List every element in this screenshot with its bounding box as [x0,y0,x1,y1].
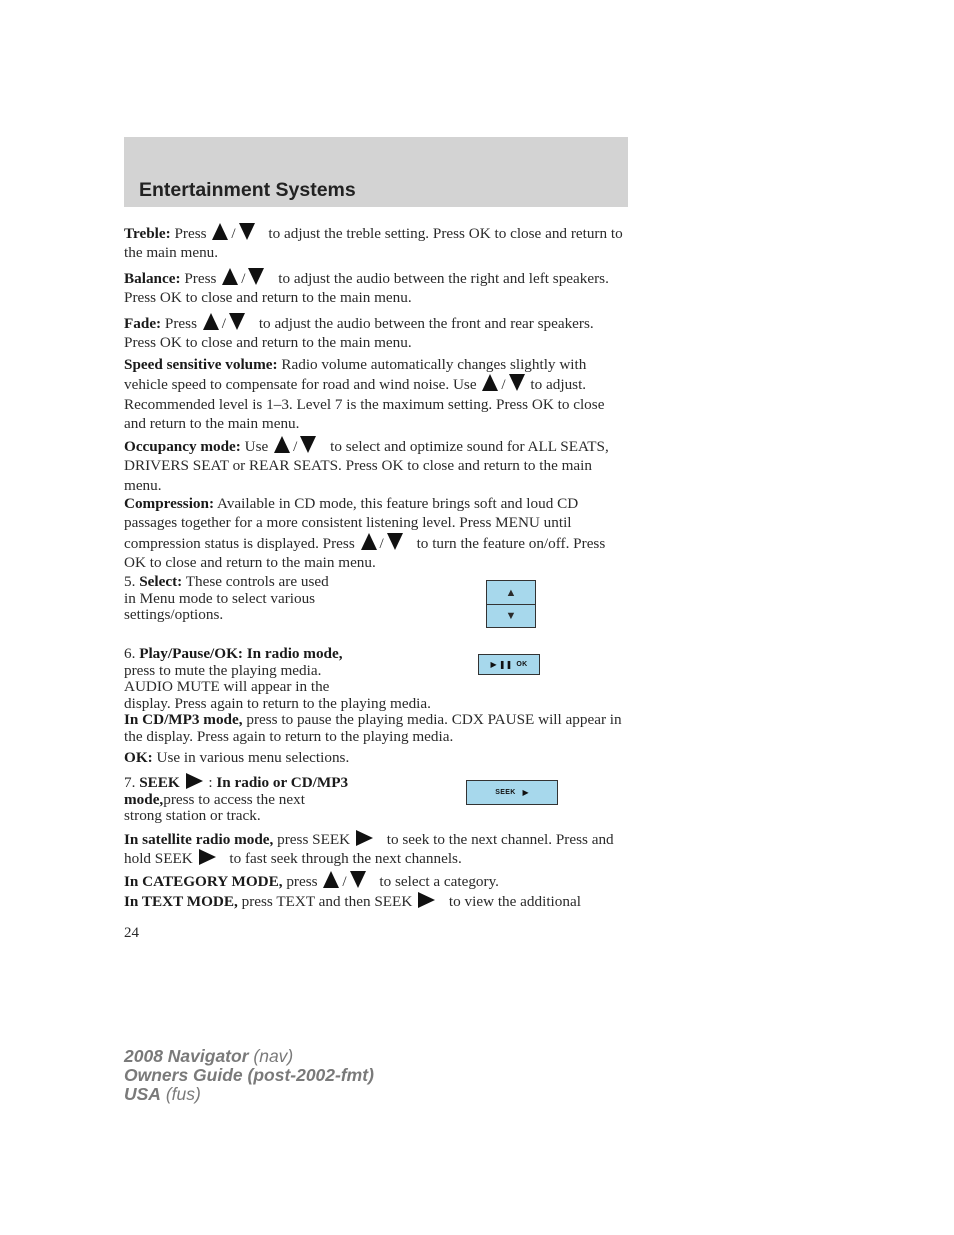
treble-label: Treble: [124,225,171,242]
speed-volume-paragraph: Speed sensitive volume: Radio volume automatically changes slightly with vehicle speed to compensate for road and wind noise. Use / to adjust. Recommended level is 1–3. Level 7 is the maximum setting. Press OK to close and return to the main menu. [124,356,605,432]
footer-line-1 [124,1047,293,1066]
ok-paragraph [124,748,629,767]
up-arrow-icon [203,313,219,330]
treble-paragraph: Treble: Press / to adjust the treble setting. Press OK to close and return to the main menu. [124,225,623,262]
section-header [124,137,628,207]
select-text-1: These controls are used [185,573,329,590]
ok-label: OK: [124,749,153,766]
occupancy-label: Occupancy mode: [124,438,241,455]
up-arrow-icon [274,436,290,453]
satellite-paragraph [124,830,629,869]
satellite-pre: press SEEK [277,831,351,848]
satellite-post: to fast seek through the next channels. [229,850,462,868]
satellite-label: In satellite radio mode, [124,831,274,848]
seek-button-label: SEEK [495,789,516,796]
up-arrow-icon [212,223,228,240]
up-arrow-icon: ▲ [505,586,517,599]
select-button-group [486,580,536,628]
select-text-3: settings/options. [124,606,224,623]
play-pause-ok-button[interactable] [478,654,540,675]
down-arrow-icon [239,223,255,240]
page-number: 24 [124,925,139,941]
select-label: Select: [139,573,183,590]
occupancy-paragraph: Occupancy mode: Use / to select and optimize sound for ALL SEATS, DRIVERS SEAT or REAR SEATS. Press OK to close and return to the main menu. [124,438,609,494]
speed-post: to adjust. Recommended level is 1–3. Level 7 is the maximum setting. Press OK to close and return to the main menu. [124,376,605,432]
treble-post: to adjust the treble setting. Press OK to close and return to the main menu. [124,225,623,262]
up-arrow-icon [482,374,498,391]
footer-region: USA [124,1084,161,1104]
play-text-3: display. Press again to return to the playing media. [124,694,431,712]
down-arrow-icon: ▼ [505,609,517,622]
category-post: to select a category. [379,873,499,890]
fade-pre: Press [164,315,197,332]
balance-pre: Press [184,270,217,287]
play-pause-label: Play/Pause/OK: In radio mode, [139,645,343,662]
compression-paragraph: Compression: Available in CD mode, this feature brings soft and loud CD passages together for a more consistent listening level. Press MENU until compression status is displayed. Press / to turn the feature on/off. Press OK to close and return to the main menu. [124,495,606,571]
right-arrow-icon [199,849,216,865]
compression-pre: Available in CD mode, this feature brings soft and loud CD passages together for a more consistent listening level. Press MENU until compression status is displayed. Press [124,495,579,552]
down-arrow-icon [248,268,264,285]
right-arrow-icon [186,773,203,789]
speed-pre: Radio volume automatically changes slightly with vehicle speed to compensate for road and wind noise. Use [124,356,587,394]
section-title: Entertainment Systems [139,179,356,201]
select-down-button[interactable] [487,604,535,627]
play-text-2: AUDIO MUTE will appear in the [124,678,330,695]
footer-line-3 [124,1085,201,1104]
seek-label: SEEK [139,774,180,791]
balance-label: Balance: [124,270,181,287]
down-arrow-icon [350,871,366,888]
up-arrow-icon [361,533,377,550]
play-text-1: press to mute the playing media. [124,661,322,679]
compression-label: Compression: [124,495,215,512]
select-text-2: in Menu mode to select various [124,589,316,607]
text-mode-paragraph [124,892,639,911]
item-number: 5. [124,573,136,590]
item-number: 7. [124,774,136,791]
compression-post: to turn the feature on/off. Press OK to close and return to the main menu. [124,534,606,571]
footer-line-2 [124,1066,374,1085]
seek-text-2: strong station or track. [124,807,261,824]
seek-mode-label: In radio or CD/MP3 [216,774,349,791]
item-7-seek [124,773,394,825]
balance-paragraph: Balance: Press / to adjust the audio between the right and left speakers. Press OK to close and return to the main menu. [124,270,609,307]
item-number: 6. [124,645,136,662]
select-up-button[interactable] [487,581,535,605]
fade-paragraph: Fade: Press / to adjust the audio between the front and rear speakers. Press OK to close and return to the main menu. [124,315,594,352]
colon: : [208,774,213,791]
category-paragraph: In CATEGORY MODE, press / to select a category. [124,873,499,890]
right-arrow-icon [418,892,435,908]
fade-post: to adjust the audio between the front and rear speakers. Press OK to close and return to the main menu. [124,315,594,352]
item-6-play-pause [124,646,629,745]
category-pre: press [286,873,318,890]
down-arrow-icon [509,374,525,391]
item-5-select [124,574,384,624]
up-arrow-icon [323,871,339,888]
balance-post: to adjust the audio between the right and left speakers. Press OK to close and return to the main menu. [124,270,609,307]
cd-mode-text: press to pause the playing media. CDX PAUSE will appear in the display. Press again to return to the playing media. [124,711,622,745]
occupancy-post: to select and optimize sound for ALL SEATS, DRIVERS SEAT or REAR SEATS. Press OK to close and return to the main menu. [124,438,609,494]
satellite-mid: to seek to the next channel. Press and hold SEEK [124,831,614,868]
ok-label: OK [516,661,528,668]
cd-mode-label: In CD/MP3 mode, [124,711,243,728]
down-arrow-icon [387,533,403,550]
seek-text-1: press to access the next [163,790,305,808]
play-pause-icon: ▶ ❚❚ [490,660,513,669]
seek-mode-label-2: mode, [124,790,164,808]
down-arrow-icon [300,436,316,453]
speed-label: Speed sensitive volume: [124,356,278,373]
right-arrow-icon: ▶ [522,788,529,797]
up-arrow-icon [222,268,238,285]
text-mode-label: In TEXT MODE, [124,893,238,910]
right-arrow-icon [356,830,373,846]
seek-button[interactable] [466,780,558,805]
occupancy-pre: Use [244,438,269,455]
category-label: In CATEGORY MODE, [124,873,283,890]
text-mode-pre: press TEXT and then SEEK [241,893,413,910]
footer-model: 2008 Navigator [124,1046,249,1066]
footer-guide: Owners Guide (post-2002-fmt) [124,1065,374,1085]
footer-region-code: (fus) [165,1084,201,1104]
footer-model-code: (nav) [253,1046,294,1066]
treble-pre: Press [174,225,207,242]
fade-label: Fade: [124,315,162,332]
ok-text: Use in various menu selections. [156,749,350,766]
down-arrow-icon [229,313,245,330]
text-mode-post: to view the additional [448,893,581,910]
